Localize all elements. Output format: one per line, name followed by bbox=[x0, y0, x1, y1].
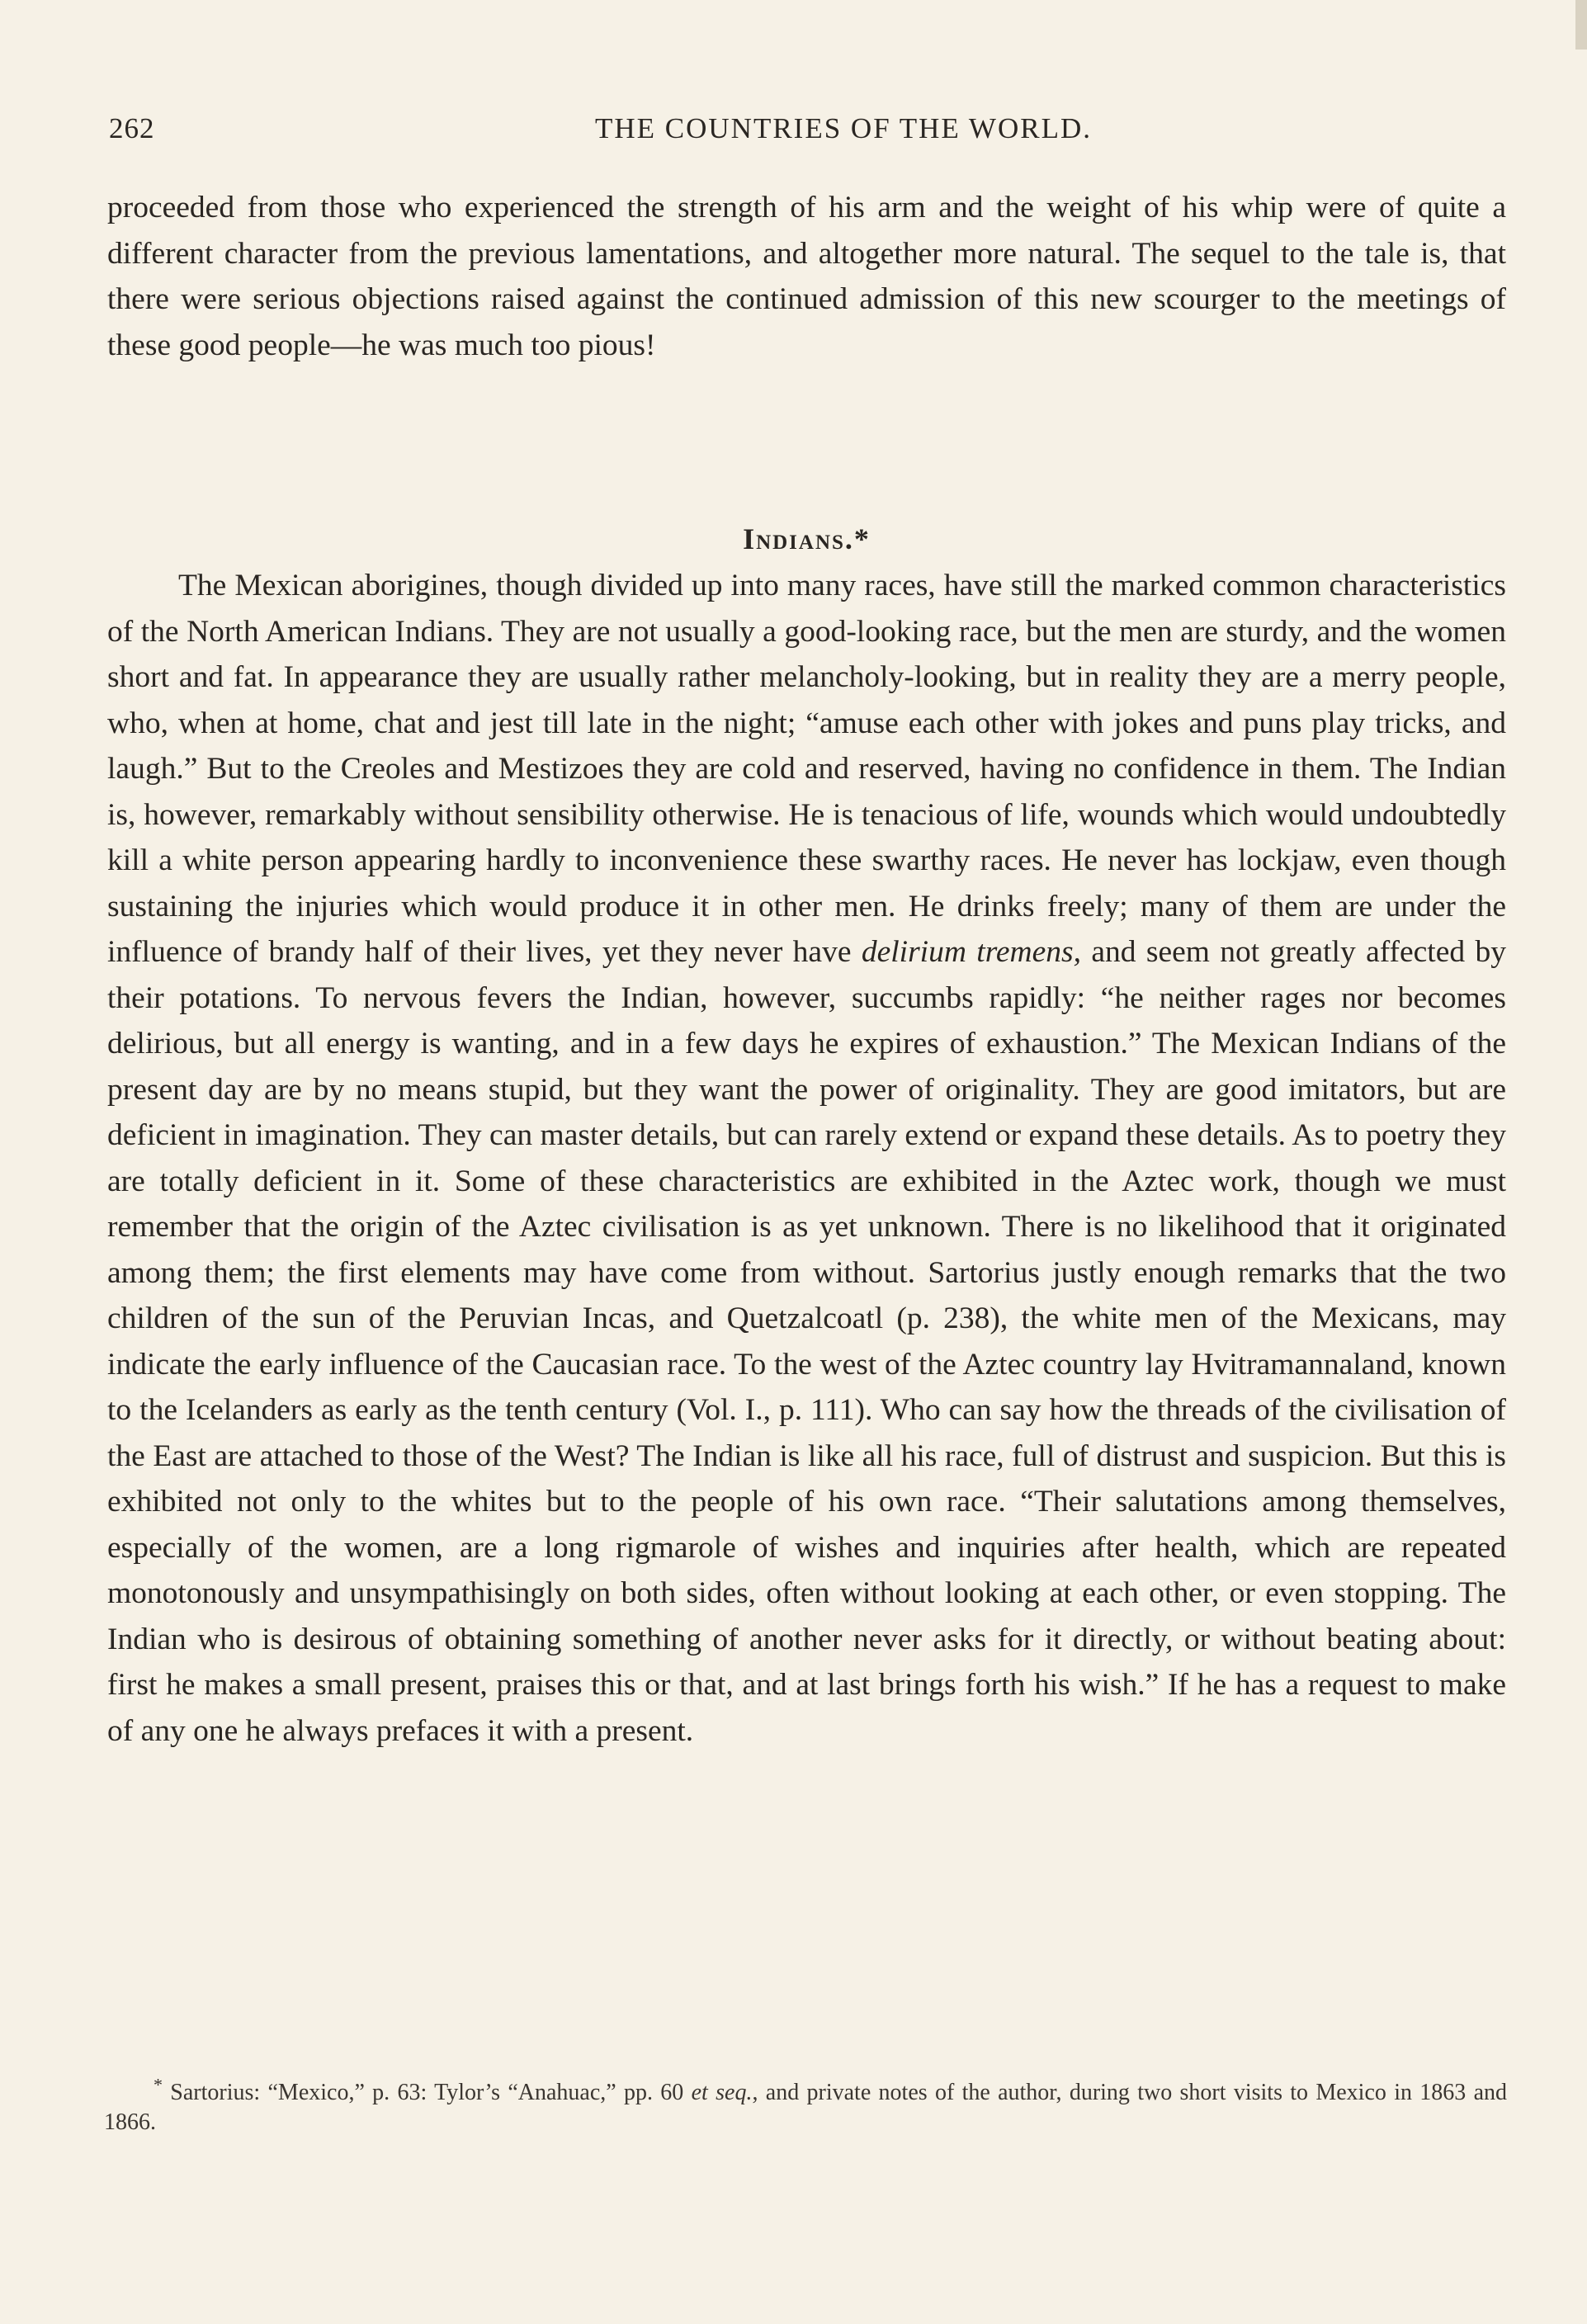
paragraph-indians bbox=[107, 563, 1506, 1754]
footnote-italic: et seq. bbox=[691, 2080, 753, 2105]
paragraph-body bbox=[107, 563, 1506, 1754]
paragraph-text: proceeded from those who experienced the strength of his arm and the weight of his whip were of quite a different character from the previous lamentations, and altogether more natural. The sequel to the tale is, that there were serious objections raised against the continued admission of this new scourger to the meetings of these good people—he was much too pious! bbox=[107, 191, 1506, 362]
footnote bbox=[104, 2074, 1508, 2137]
paragraph-text-part-1: The Mexican aborigines, though divided up into many races, have still the marked common characteristics of the North American Indians. They are not usually a good-looking race, but the men are sturdy, and the women short and fat. In appearance they are usually rather melancholy-looking, but in reality they are a merry people, who, when at home, chat and jest till late in the night; “amuse each other with jokes and puns play tricks, and laugh.” But to the Creoles and Mestizoes they are cold and reserved, having no confidence in them. The Indian is, however, remarkably without sensibility otherwise. He is tenacious of life, wounds which would undoubtedly kill a white person appearing hardly to inconvenience these swarthy races. He never has lockjaw, even though sustaining the injuries which would produce it in other men. He drinks freely; many of them are under the influence of brandy half of their lives, yet they never have bbox=[107, 569, 1506, 969]
footnote-text bbox=[104, 2074, 1508, 2137]
running-title: THE COUNTRIES OF THE WORLD. bbox=[594, 112, 1092, 144]
page-edge-mark bbox=[1575, 0, 1587, 50]
running-head bbox=[109, 112, 1512, 154]
paragraph-text-part-2: and seem not greatly affected by their potations. To nervous fevers the Indian, however, succumbs rapidly: “he neither rages nor becomes delirious, but all energy is wanting, and in a few days he expires of exhaustion.” The Mexican Indians of the present day are by no means stupid, but they want the power of originality. They are good imitators, but are deficient in imagination. They can master details, but can rarely extend or expand these details. As to poetry they are totally deficient in it. Some of these characteristics are exhibited in the Aztec work, though we must remember that the origin of the Aztec civilisation is as yet unknown. There is no likelihood that it originated among them; the first elements may have come from without. Sartorius justly enough remarks that the two children of the sun of the Peruvian Incas, and Quetzalcoatl (p. 238), the white men of the Mexicans, may indicate the early influence of the Caucasian race. To the west of the Aztec country lay Hvitramannaland, known to the Icelanders as early as the tenth century (Vol. I., p. 111). Who can say how the threads of the civilisation of the East are attached to those of the West? The Indian is like all his race, full of distrust and suspicion. But this is exhibited not only to the whites but to the people of his own race. “Their salutations among themselves, especially of the women, are a long rigmarole of wishes and inquiries after health, which are repeated monotonously and unsympathisingly on both sides, often without looking at each other, or even stopping. The Indian who is desirous of obtaining something of another never asks for it directly, or without beating about: first he makes a small present, praises this or that, and at last brings forth his wish.” If he has a request to make of any one he always prefaces it with a present. bbox=[107, 935, 1506, 1748]
footnote-text-part-1: Sartorius: “Mexico,” p. 63: Tylor’s “Anahuac,” pp. 60 bbox=[163, 2080, 692, 2105]
page-number: 262 bbox=[109, 112, 155, 144]
paragraph-continued bbox=[107, 185, 1506, 368]
footnote-mark: * bbox=[154, 2074, 163, 2095]
footnote-text-part-2: , and private notes of the author, during two short visits to Mexico in 1863 and 1866. bbox=[104, 2080, 1508, 2135]
section-heading: Indians.* bbox=[743, 522, 871, 555]
paragraph-italic-term: delirium tremens, bbox=[861, 935, 1081, 969]
